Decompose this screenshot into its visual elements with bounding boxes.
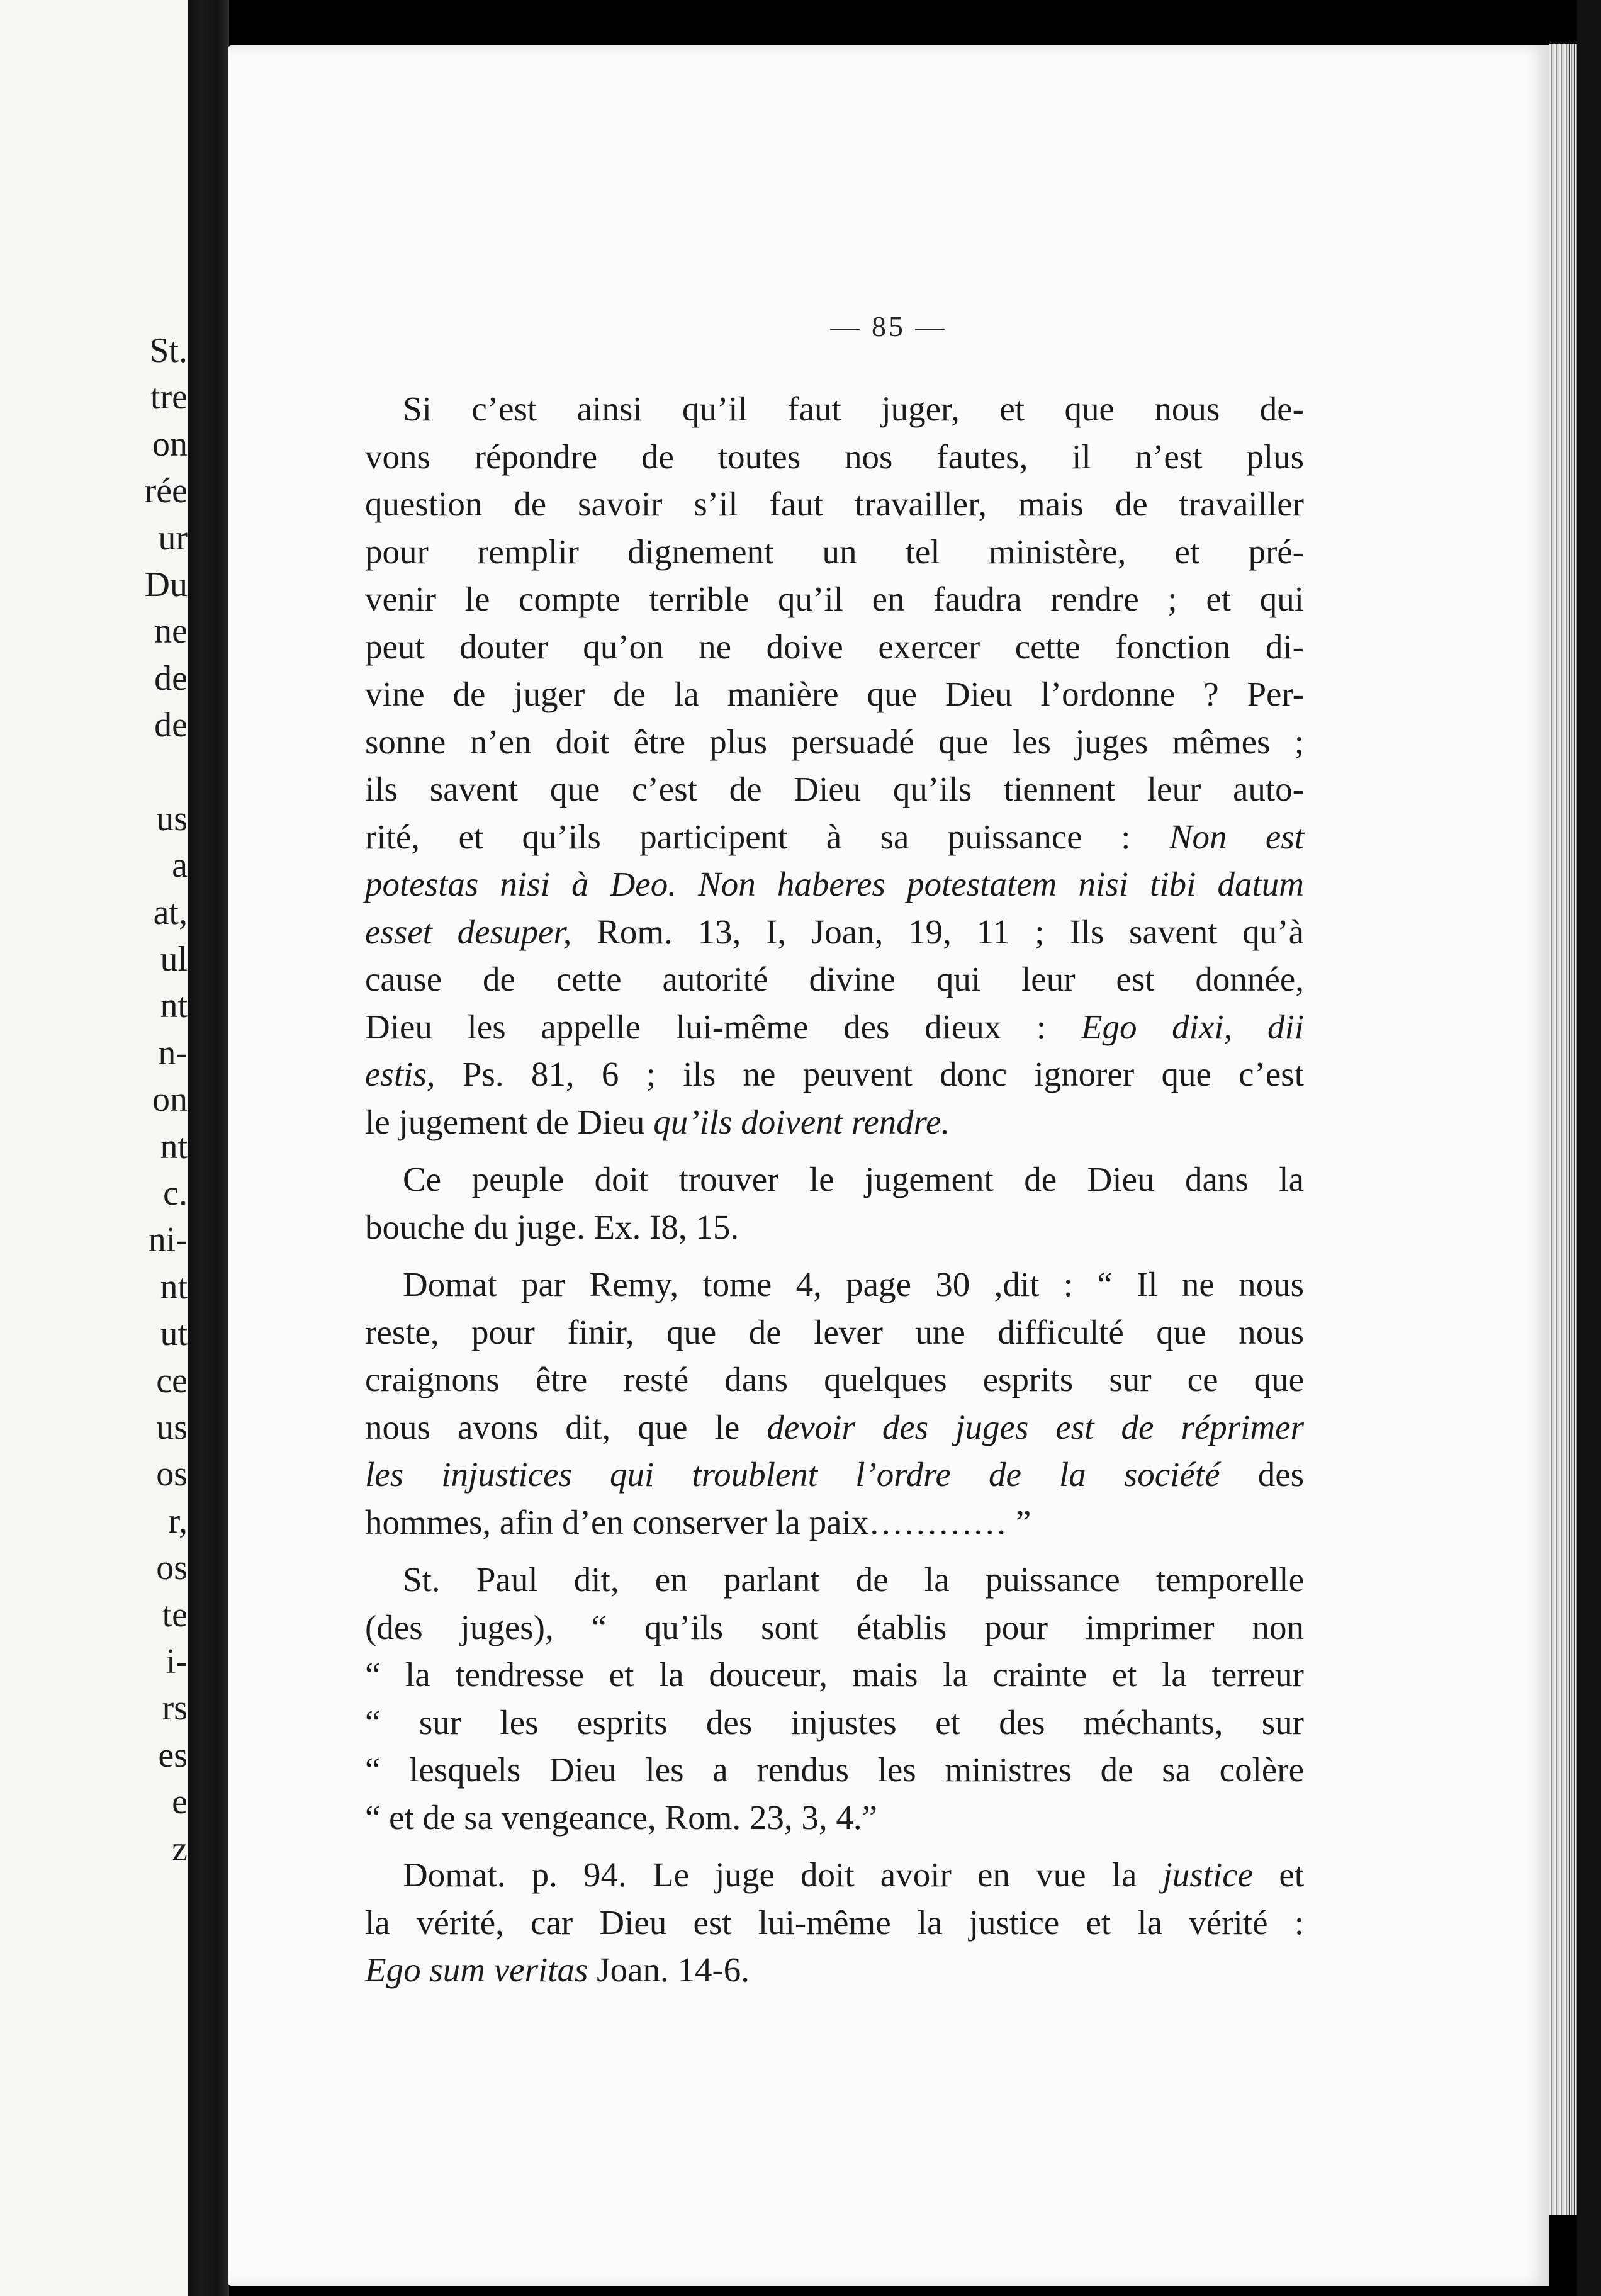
text-line: hommes, afin d’en conserver la paix………… ” bbox=[365, 1502, 1031, 1541]
text-line: craignons être resté dans quelques esprits sur ce que bbox=[365, 1360, 1304, 1398]
text-line: reste, pour finir, que de lever une difficulté que nous bbox=[365, 1312, 1304, 1351]
previous-page-fragment: at, bbox=[153, 892, 188, 932]
text-segment: des bbox=[1257, 1455, 1305, 1494]
text-line: venir le compte terrible qu’il en faudra rendre ; et qui bbox=[365, 580, 1304, 618]
previous-page-fragment: St. bbox=[149, 331, 188, 370]
text-segment: le jugement de Dieu bbox=[365, 1102, 645, 1141]
text-segment: et bbox=[1279, 1855, 1305, 1894]
italic-phrase: les injustices qui troublent l’ordre de la société bbox=[365, 1455, 1220, 1494]
text-line: pour remplir dignement un tel ministère, et pré- bbox=[365, 532, 1304, 571]
text-line: vons répondre de toutes nos fautes, il n’est plus bbox=[365, 437, 1304, 476]
previous-page-fragment: z bbox=[172, 1829, 188, 1869]
page-number: — 85 — bbox=[830, 310, 947, 342]
text-line bbox=[365, 908, 1304, 956]
text-segment: Ps. 81, 6 ; ils ne peuvent donc ignorer que c’est bbox=[462, 1055, 1304, 1093]
previous-page-fragment: on bbox=[152, 1080, 188, 1120]
text-line bbox=[365, 1851, 1304, 1899]
previous-page-fragment: ur bbox=[158, 518, 188, 558]
text-line: ils savent que c’est de Dieu qu’ils tiennent leur auto- bbox=[365, 770, 1304, 808]
previous-page-fragment: tre bbox=[150, 378, 188, 417]
previous-page-fragment: r, bbox=[168, 1501, 188, 1541]
text-line: (des juges), “ qu’ils sont établis pour imprimer non bbox=[365, 1607, 1304, 1646]
latin-quote: Non est bbox=[1169, 817, 1305, 856]
text-segment: Joan. 14-6. bbox=[597, 1950, 750, 1989]
text-segment: Dieu les appelle lui-même des dieux : bbox=[365, 1007, 1047, 1046]
book-page bbox=[228, 45, 1549, 2286]
text-line bbox=[365, 813, 1304, 861]
text-segment: Rom. 13, I, Joan, 19, 11 ; Ils savent qu’à bbox=[597, 912, 1304, 951]
previous-page-fragment: os bbox=[156, 1548, 188, 1588]
previous-page-fragment: c. bbox=[163, 1174, 188, 1213]
text-line: “ lesquels Dieu les a rendus les ministres de sa colère bbox=[365, 1750, 1304, 1789]
text-line bbox=[365, 1404, 1304, 1451]
previous-page-fragment: de bbox=[154, 658, 188, 698]
previous-page-fragment: a bbox=[172, 846, 188, 886]
text-line: sonne n’en doit être plus persuadé que les juges mêmes ; bbox=[365, 722, 1304, 761]
previous-page-fragment: nt bbox=[160, 1127, 188, 1166]
text-line: Domat par Remy, tome 4, page 30 ,dit : “ Il ne nous bbox=[403, 1265, 1304, 1303]
previous-page-fragment: ut bbox=[160, 1314, 188, 1354]
previous-page-fragment: on bbox=[152, 424, 188, 464]
text-line: “ sur les esprits des injustes et des méchants, sur bbox=[365, 1702, 1304, 1742]
text-line: vine de juger de la manière que Dieu l’ordonne ? Per- bbox=[365, 675, 1304, 713]
previous-page-fragment: e bbox=[172, 1782, 188, 1822]
text-line bbox=[365, 1098, 1304, 1146]
text-line bbox=[365, 1946, 1304, 1994]
text-line: la vérité, car Dieu est lui-même la justice et la vérité : bbox=[365, 1903, 1304, 1942]
previous-page-fragment: us bbox=[156, 1407, 188, 1447]
text-line bbox=[365, 860, 1304, 908]
text-line: Si c’est ainsi qu’il faut juger, et que nous de- bbox=[403, 390, 1304, 428]
text-segment: Domat. p. 94. Le juge doit avoir en vue la bbox=[403, 1855, 1137, 1894]
previous-page-fragment: i- bbox=[166, 1641, 188, 1681]
paragraph-domat-remy bbox=[365, 1261, 1304, 1546]
previous-page-text-fragments bbox=[5, 327, 188, 1872]
paragraph-domat-truth bbox=[365, 1851, 1304, 1994]
latin-quote: Ego sum veritas bbox=[365, 1950, 588, 1989]
text-line: bouche du juge. Ex. I8, 15. bbox=[365, 1207, 739, 1246]
text-line: “ la tendresse et la douceur, mais la crainte et la terreur bbox=[365, 1655, 1304, 1694]
paragraph-people-judgment bbox=[365, 1156, 1304, 1251]
text-segment: nous avons dit, que le bbox=[365, 1407, 740, 1446]
text-line bbox=[365, 1003, 1304, 1051]
previous-page-strip bbox=[0, 0, 189, 2296]
previous-page-fragment: os bbox=[156, 1455, 188, 1494]
text-line: Ce peuple doit trouver le jugement de Dieu dans la bbox=[403, 1160, 1304, 1198]
previous-page-fragment: ne bbox=[154, 612, 188, 651]
previous-page-fragment: rée bbox=[144, 471, 188, 511]
paragraph-judging-duty bbox=[365, 385, 1304, 1145]
text-line bbox=[365, 1451, 1304, 1499]
previous-page-fragment: de bbox=[154, 706, 188, 745]
page-stack-edges bbox=[1549, 44, 1577, 2215]
latin-quote: esset desuper, bbox=[365, 912, 572, 951]
text-segment: rité, et qu’ils participent à sa puissance : bbox=[365, 817, 1131, 856]
previous-page-fragment: te bbox=[162, 1595, 188, 1635]
italic-phrase: devoir des juges est de réprimer bbox=[767, 1407, 1305, 1446]
book-gutter bbox=[188, 0, 229, 2296]
text-line bbox=[365, 1050, 1304, 1098]
italic-phrase: qu’ils doivent rendre. bbox=[653, 1102, 950, 1141]
previous-page-fragment: ul bbox=[160, 940, 188, 979]
scan-border bbox=[1577, 0, 1601, 2296]
latin-quote: Ego dixi, dii bbox=[1081, 1007, 1305, 1046]
text-line: cause de cette autorité divine qui leur est donnée, bbox=[365, 960, 1304, 998]
text-line: peut douter qu’on ne doive exercer cette fonction di- bbox=[365, 627, 1304, 666]
previous-page-fragment: es bbox=[158, 1735, 188, 1775]
text-line: “ et de sa vengeance, Rom. 23, 3, 4.” bbox=[365, 1798, 878, 1837]
previous-page-fragment: n- bbox=[158, 1033, 188, 1072]
previous-page-fragment: nt bbox=[160, 986, 188, 1026]
previous-page-fragment: nt bbox=[160, 1267, 188, 1307]
previous-page-fragment: rs bbox=[162, 1689, 188, 1728]
previous-page-fragment: us bbox=[156, 799, 188, 838]
previous-page-fragment: ni- bbox=[148, 1220, 188, 1260]
latin-quote: estis, bbox=[365, 1055, 435, 1093]
previous-page-fragment bbox=[5, 749, 188, 796]
previous-page-fragment: Du bbox=[144, 565, 188, 604]
latin-quote: potestas nisi à Deo. Non haberes potestatem nisi tibi datum bbox=[365, 865, 1304, 903]
page-body-text bbox=[365, 385, 1304, 2004]
paragraph-st-paul bbox=[365, 1556, 1304, 1841]
italic-phrase: justice bbox=[1162, 1855, 1254, 1894]
text-line: question de savoir s’il faut travailler, mais de travailler bbox=[365, 485, 1304, 523]
text-line: St. Paul dit, en parlant de la puissance temporelle bbox=[403, 1560, 1304, 1599]
previous-page-fragment: ce bbox=[156, 1361, 188, 1400]
